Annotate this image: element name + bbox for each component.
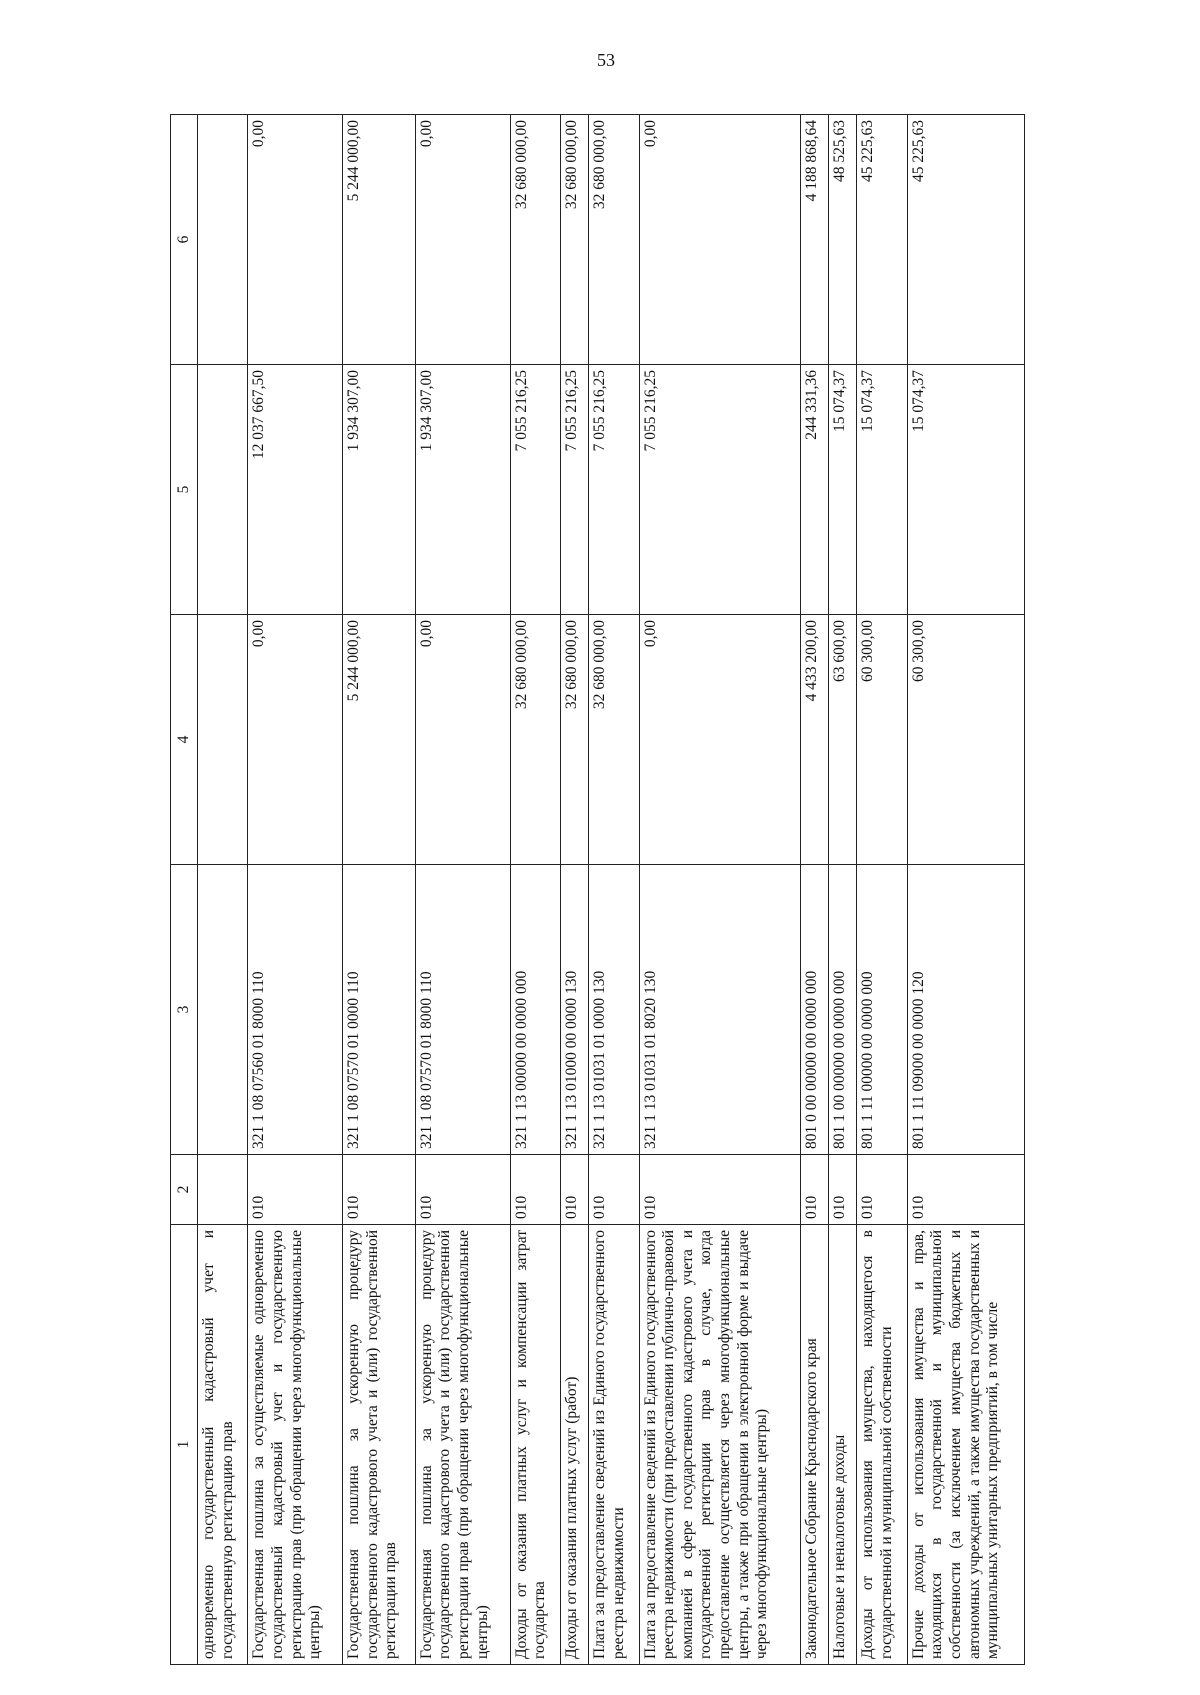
page-number: 53 <box>597 50 615 70</box>
cell-budget-code: 801 1 11 09000 00 0000 120 <box>907 865 1024 1155</box>
table-row <box>248 115 343 1665</box>
cell-name: Государственная пошлина за ускоренную процедуру государственного кадастрового учета и (или) государственной регистрации прав <box>343 1225 416 1665</box>
cell-unexecuted: 32 680 000,00 <box>561 115 589 365</box>
cell-approved: 0,00 <box>248 615 343 865</box>
cell-name: Прочие доходы от использования имущества и прав, находящихся в государственной и муниципальной собственности (за исключением имущества бюджетных и автономных учреждений, а также имущества государственных и муниципальных унитарных предприятий, в том числе <box>907 1225 1024 1665</box>
table-row <box>561 115 589 1665</box>
table-row <box>829 115 857 1665</box>
cell-approved: 4 433 200,00 <box>801 615 829 865</box>
cell-budget-code: 321 1 13 01000 00 0000 130 <box>561 865 589 1155</box>
cell-executed: 15 074,37 <box>857 365 907 615</box>
cell-line-code: 010 <box>907 1155 1024 1225</box>
table-row <box>801 115 829 1665</box>
cell-name: Плата за предоставление сведений из Единого государственного реестра недвижимости <box>589 1225 639 1665</box>
cell-unexecuted: 4 188 868,64 <box>801 115 829 365</box>
cell-unexecuted: 0,00 <box>248 115 343 365</box>
cell-line-code: 010 <box>857 1155 907 1225</box>
column-header-2: 2 <box>171 1155 198 1225</box>
cell-line-code: 010 <box>829 1155 857 1225</box>
table-row <box>343 115 416 1665</box>
cell-name: Налоговые и неналоговые доходы <box>829 1225 857 1665</box>
cell-unexecuted: 45 225,63 <box>907 115 1024 365</box>
cell-budget-code: 321 1 08 07570 01 8000 110 <box>415 865 510 1155</box>
cell-approved: 60 300,00 <box>907 615 1024 865</box>
column-header-6: 6 <box>171 115 198 365</box>
table-row <box>415 115 510 1665</box>
cell-unexecuted: 32 680 000,00 <box>589 115 639 365</box>
cell-line-code: 010 <box>510 1155 560 1225</box>
cell-executed: 7 055 216,25 <box>510 365 560 615</box>
cell-name: одновременно государственный кадастровый учет и государственную регистрацию прав <box>198 1225 248 1665</box>
cell-unexecuted <box>198 115 248 365</box>
cell-line-code: 010 <box>639 1155 800 1225</box>
cell-approved: 32 680 000,00 <box>589 615 639 865</box>
cell-executed: 1 934 307,00 <box>343 365 416 615</box>
cell-approved: 60 300,00 <box>857 615 907 865</box>
table-row <box>907 115 1024 1665</box>
cell-budget-code: 321 1 08 07560 01 8000 110 <box>248 865 343 1155</box>
header-row <box>171 115 198 1665</box>
cell-approved: 32 680 000,00 <box>510 615 560 865</box>
cell-budget-code: 321 1 13 01031 01 8020 130 <box>639 865 800 1155</box>
cell-unexecuted: 0,00 <box>415 115 510 365</box>
cell-approved: 32 680 000,00 <box>561 615 589 865</box>
cell-budget-code: 321 1 13 01031 01 0000 130 <box>589 865 639 1155</box>
cell-unexecuted: 32 680 000,00 <box>510 115 560 365</box>
cell-executed: 15 074,37 <box>829 365 857 615</box>
cell-approved <box>198 615 248 865</box>
cell-budget-code: 801 0 00 00000 00 0000 000 <box>801 865 829 1155</box>
table-row <box>639 115 800 1665</box>
revenue-table <box>170 114 1025 1665</box>
cell-name: Государственная пошлина за ускоренную процедуру государственного кадастрового учета и (или) государственной регистрации прав (при обращении через многофункциональные центры) <box>415 1225 510 1665</box>
cell-budget-code: 801 1 00 00000 00 0000 000 <box>829 865 857 1155</box>
cell-name: Доходы от оказания платных услуг (работ) <box>561 1225 589 1665</box>
cell-line-code: 010 <box>801 1155 829 1225</box>
cell-unexecuted: 0,00 <box>639 115 800 365</box>
cell-executed: 15 074,37 <box>907 365 1024 615</box>
column-header-4: 4 <box>171 615 198 865</box>
cell-line-code: 010 <box>415 1155 510 1225</box>
table-row <box>510 115 560 1665</box>
cell-approved: 0,00 <box>415 615 510 865</box>
cell-approved: 63 600,00 <box>829 615 857 865</box>
table-row <box>589 115 639 1665</box>
cell-name: Плата за предоставление сведений из Единого государственного реестра недвижимости (при предоставлении публично-правовой компанией в сфере государственного кадастрового учета и государственной регистрации прав в случае, когда предоставление осуществляется через многофункциональные центры, а также при обращении в электронной форме и выдаче через многофункциональные центры) <box>639 1225 800 1665</box>
cell-line-code: 010 <box>561 1155 589 1225</box>
cell-line-code <box>198 1155 248 1225</box>
cell-approved: 5 244 000,00 <box>343 615 416 865</box>
table-row <box>857 115 907 1665</box>
column-header-5: 5 <box>171 365 198 615</box>
cell-executed <box>198 365 248 615</box>
cell-executed: 7 055 216,25 <box>589 365 639 615</box>
cell-executed: 244 331,36 <box>801 365 829 615</box>
cell-executed: 7 055 216,25 <box>561 365 589 615</box>
column-header-1: 1 <box>171 1225 198 1665</box>
cell-name: Доходы от оказания платных услуг и компенсации затрат государства <box>510 1225 560 1665</box>
cell-unexecuted: 48 525,63 <box>829 115 857 365</box>
cell-budget-code: 321 1 08 07570 01 0000 110 <box>343 865 416 1155</box>
cell-name: Доходы от использования имущества, находящегося в государственной и муниципальной собственности <box>857 1225 907 1665</box>
cell-executed: 7 055 216,25 <box>639 365 800 615</box>
cell-line-code: 010 <box>248 1155 343 1225</box>
cell-unexecuted: 45 225,63 <box>857 115 907 365</box>
cell-approved: 0,00 <box>639 615 800 865</box>
cell-budget-code: 801 1 11 00000 00 0000 000 <box>857 865 907 1155</box>
table-row <box>198 115 248 1665</box>
cell-executed: 1 934 307,00 <box>415 365 510 615</box>
column-header-3: 3 <box>171 865 198 1155</box>
cell-budget-code <box>198 865 248 1155</box>
cell-executed: 12 037 667,50 <box>248 365 343 615</box>
rotated-table-container <box>170 115 1025 1665</box>
cell-line-code: 010 <box>589 1155 639 1225</box>
cell-line-code: 010 <box>343 1155 416 1225</box>
cell-name: Законодательное Собрание Краснодарского края <box>801 1225 829 1665</box>
cell-unexecuted: 5 244 000,00 <box>343 115 416 365</box>
cell-name: Государственная пошлина за осуществляемые одновременно государственный кадастровый учет и государственную регистрацию прав (при обращении через многофункциональные центры) <box>248 1225 343 1665</box>
cell-budget-code: 321 1 13 00000 00 0000 000 <box>510 865 560 1155</box>
